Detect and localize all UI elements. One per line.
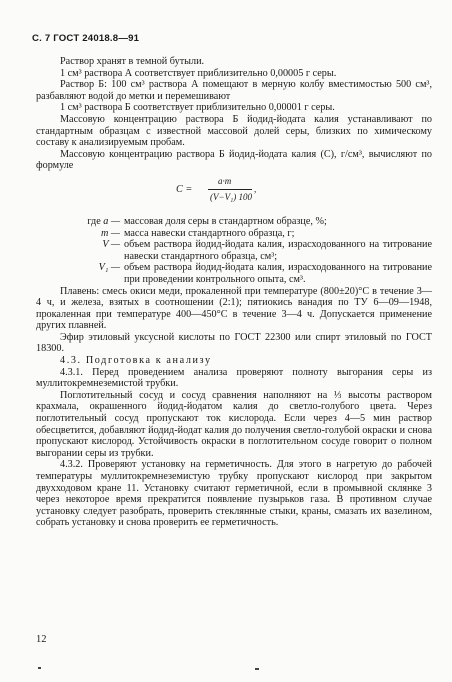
formula-numerator: a·m	[218, 175, 232, 186]
definition-symbol	[38, 216, 124, 228]
fraction-bar	[208, 189, 252, 190]
formula	[36, 176, 432, 214]
paragraph: Эфир этиловый уксусной кислоты по ГОСТ 22300 или спирт этиловый по ГОСТ 18300.	[36, 331, 432, 355]
definitions-list	[38, 216, 432, 286]
paragraph: 1 см³ раствора А соответствует приблизительно 0,00005 г серы.	[60, 67, 337, 79]
paragraph: Массовую концентрацию раствора Б йодид-йодата калия устанавливают по стандартным образцам с известной массовой долей серы, близких по химическому составу к анализируемым пробам.	[36, 113, 432, 149]
definition-symbol	[38, 239, 124, 262]
formula-lhs: C =	[176, 183, 193, 195]
definition-symbol-text: V₁ —	[98, 262, 120, 274]
page-header: С. 7 ГОСТ 24018.8—91	[32, 33, 140, 44]
scan-mark	[38, 667, 41, 669]
paragraph: 1 см³ раствора Б соответствует приблизительно 0,00001 г серы.	[60, 102, 335, 114]
paragraph: Массовую концентрацию раствора Б йодид-йодата калия (C), г/см³, вычисляют по формуле	[36, 148, 432, 172]
definition-symbol-text: V —	[102, 239, 120, 251]
section-title: 4.3. Подготовка к анализу	[60, 355, 212, 367]
paragraph: Плавень: смесь окиси меди, прокаленной при температуре (800±20)°С в течение 3—4 ч, и железа, взятых в соотношении (2:1); пятиокись ванадия по ТУ 6—09—1948, прокаленная при температуре 400—450°С в течение 3—4 ч. Допускается применение других плавней.	[36, 285, 432, 332]
definition-text: масса навески стандартного образца, г;	[124, 227, 295, 239]
paragraph: Поглотительный сосуд и сосуд сравнения наполняют на ⅓ высоты раствором крахмала, окрашенного йодид-йодатом калия до светло-голубого цвета. Через поглотительный сосуд пропускают ток кислорода. Если через 4—5 мин раствор обесцветится, добавляют йодид-йодат калия до получения светло-голубой окраски и снова пропускают кислород. Устойчивость окраски в поглотительном сосуде говорит о полном выгорании серы из трубки.	[36, 389, 432, 459]
definition-row	[38, 228, 432, 240]
formula-tail: ,	[254, 183, 257, 194]
paragraph: Раствор Б: 100 см³ раствора А помещают в мерную колбу вместимостью 500 см³, разбавляют водой до метки и перемешивают	[36, 79, 432, 102]
definition-row	[38, 216, 432, 228]
page-number: 12	[36, 634, 47, 645]
definition-text: объем раствора йодид-йодата калия, израсходованного на титрование навески стандартного образца, см³;	[124, 239, 432, 262]
definition-row	[38, 239, 432, 262]
paragraph: 4.3.2. Проверяют установку на герметичность. Для этого в нагретую до рабочей температуры муллитокремнеземистую трубку пропускают кислород при закрытом двухходовом кране 11. Установку считают герметичной, если в промывной склянке 3 через некоторое время прекратится появление пузырьков газа. В противном случае установку следует разобрать, проверить стеклянные стыки, краны, смазать их вазелином, собрать установку и снова проверить ее герметичность.	[36, 459, 432, 529]
definitions-intro: где	[87, 215, 101, 227]
paragraph: 4.3.1. Перед проведением анализа проверяют полноту выгорания серы из муллитокремнеземистой трубки.	[36, 366, 432, 390]
definition-text: объем раствора йодид-йодата калия, израсходованного на титрование при проведении контрольного опыта, см³.	[124, 262, 432, 285]
definition-symbol-text: m —	[101, 227, 120, 239]
document-body	[36, 56, 432, 529]
formula-denominator: (V−V₁) 100	[210, 191, 252, 202]
definition-symbol	[38, 228, 124, 240]
definition-row	[38, 262, 432, 285]
scan-mark	[255, 668, 259, 670]
definition-symbol	[38, 262, 124, 285]
definition-symbol-text: a —	[103, 215, 120, 227]
definition-text: массовая доля серы в стандартном образце, %;	[124, 215, 327, 227]
paragraph: Раствор хранят в темной бутыли.	[60, 56, 205, 67]
